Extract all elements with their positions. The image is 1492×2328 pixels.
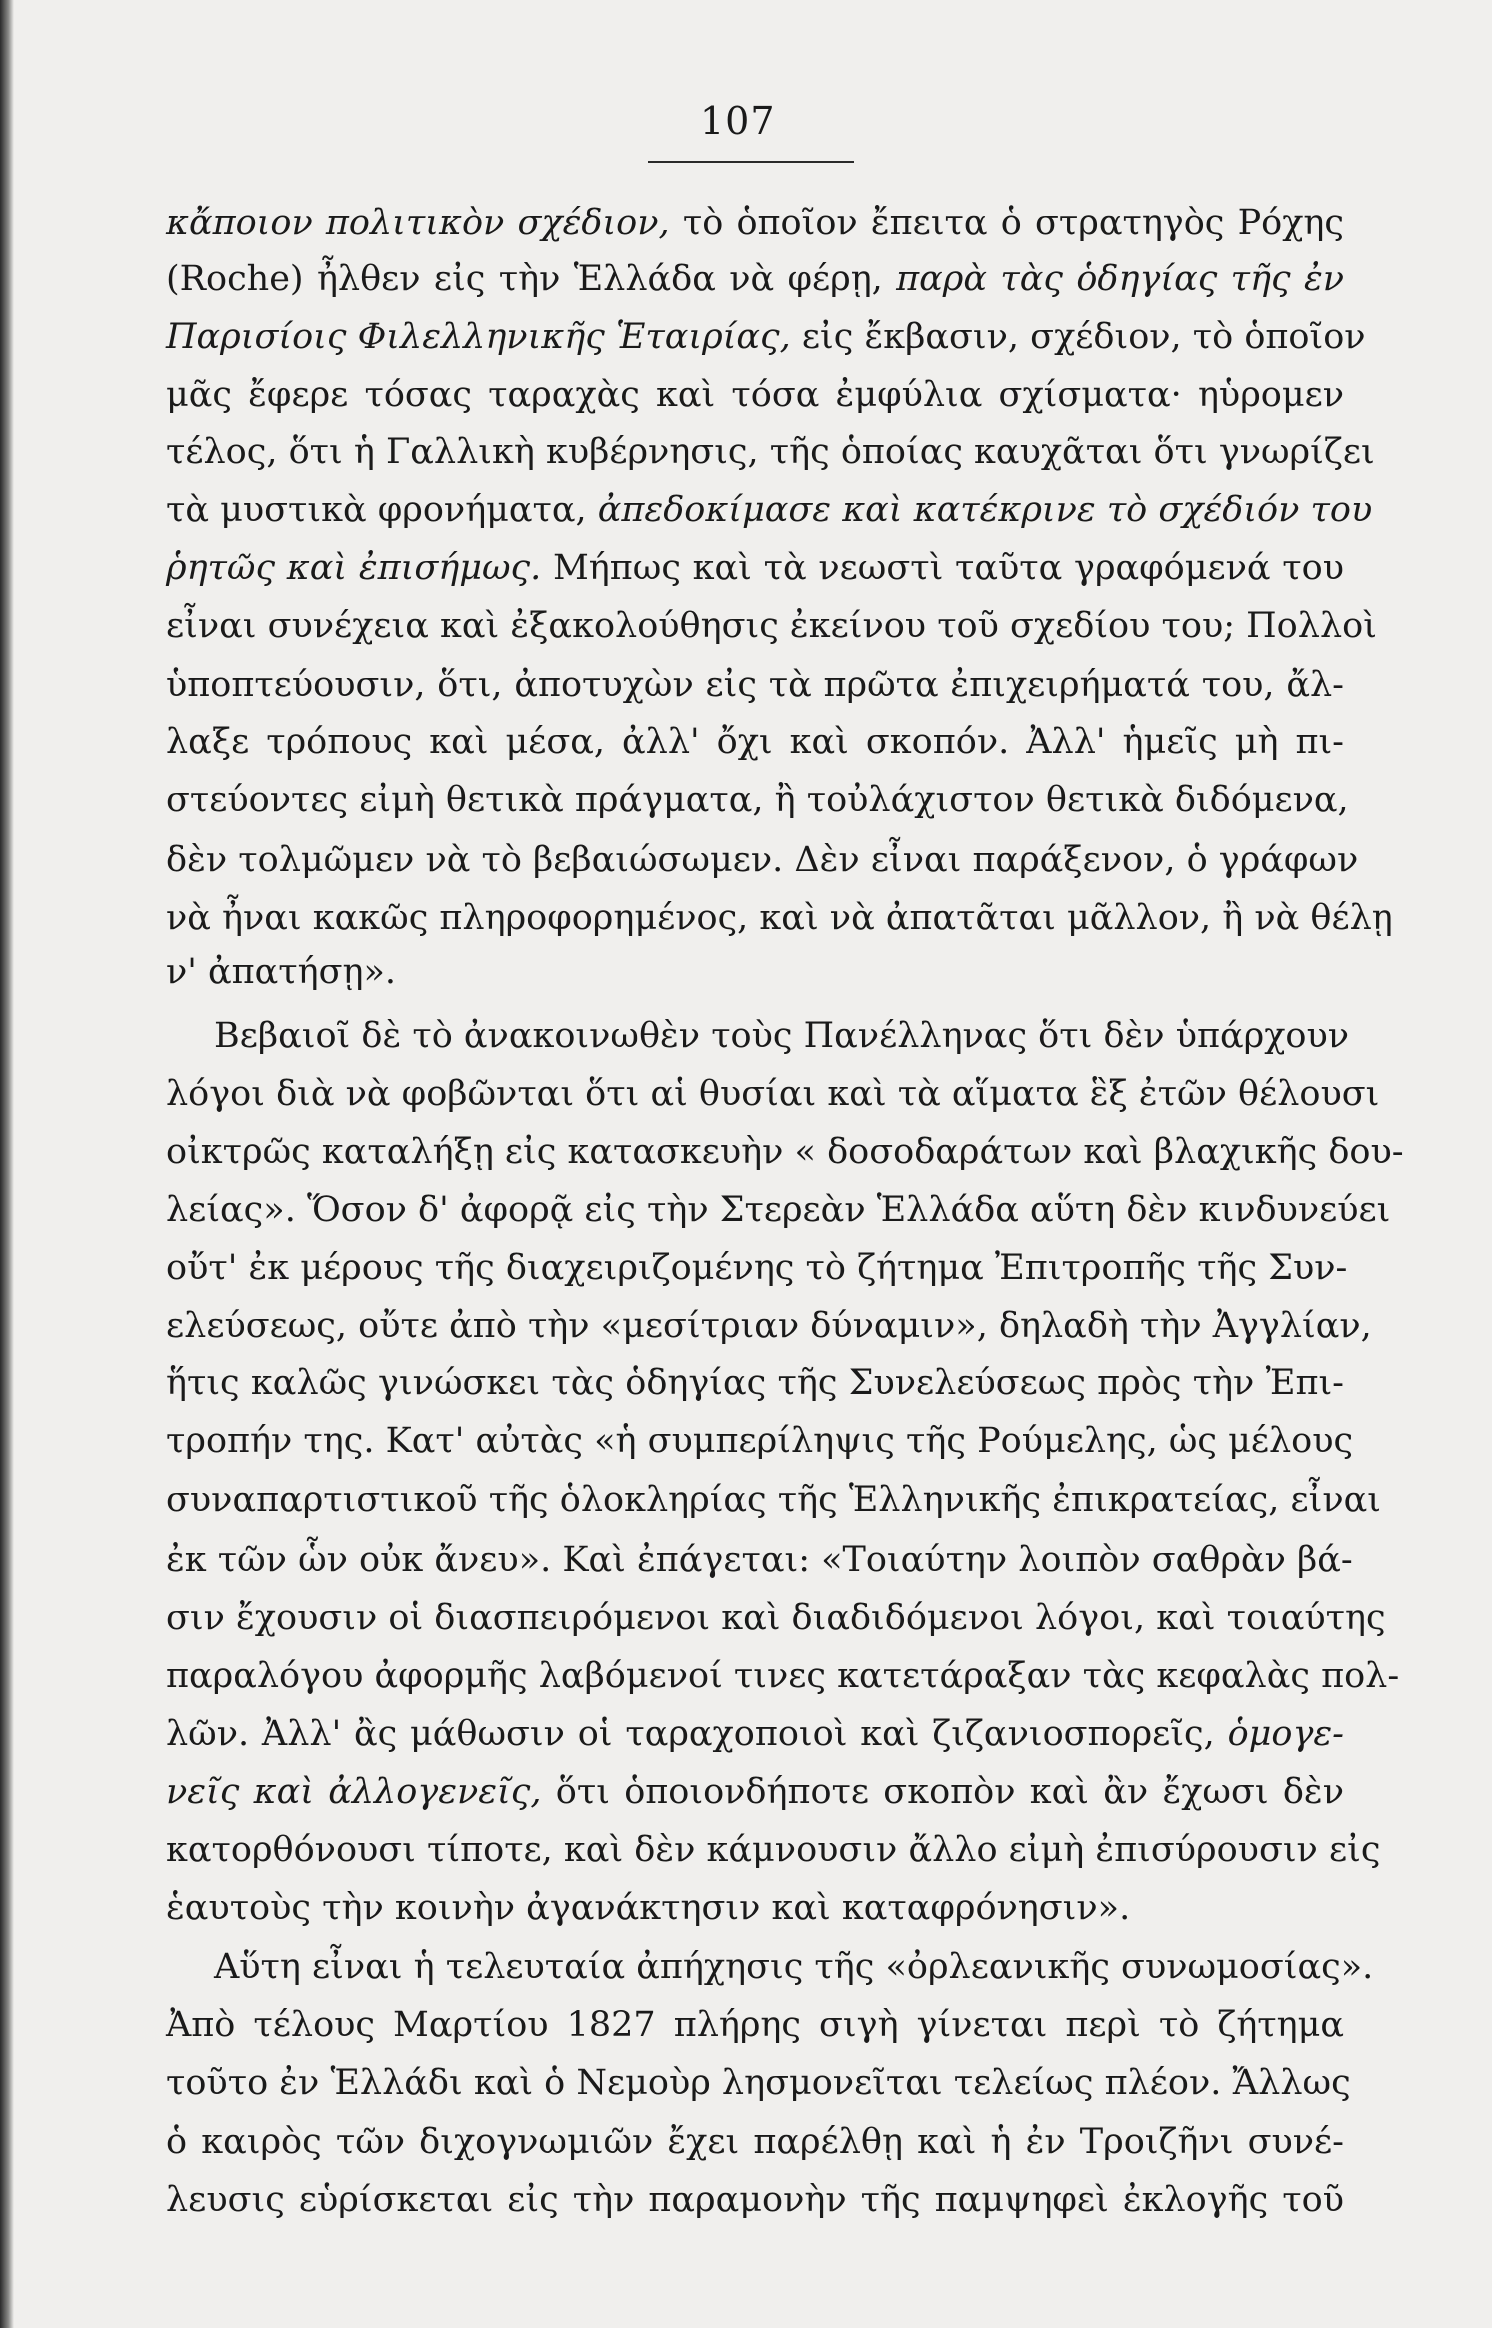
text-line	[166, 1880, 1344, 1936]
text-segment: τροπήν της. Κατ' αὐτὰς «ἡ συμπερίληψις τῆς Ρούμελης, ὡς μέλους	[166, 1421, 1354, 1461]
text-line	[166, 890, 1393, 946]
page-number-rule	[648, 161, 854, 163]
italic-text-segment: κἄποιον πολιτικὸν σχέδιον,	[166, 203, 670, 243]
text-segment: νὰ ἦναι κακῶς πληροφορημένος, καὶ νὰ ἀπατᾶται μᾶλλον, ἢ νὰ θέλῃ	[166, 898, 1393, 938]
text-segment: λῶν. Ἀλλ' ἂς μάθωσιν οἱ ταραχοποιοὶ καὶ ζιζανιοσπορεῖς,	[166, 1714, 1228, 1754]
text-line	[166, 772, 1349, 828]
text-segment: δὲν τολμῶμεν νὰ τὸ βεβαιώσωμεν. Δὲν εἶναι παράξενον, ὁ γράφων	[166, 840, 1359, 880]
text-line	[166, 367, 1344, 423]
text-segment: ὅτι ὁποιονδήποτε σκοπὸν καὶ ἂν ἔχωσι δὲν	[541, 1772, 1344, 1812]
text-segment: ἥτις καλῶς γινώσκει τὰς ὁδηγίας τῆς Συνελεύσεως πρὸς τὴν Ἐπι-	[166, 1363, 1344, 1403]
text-line	[166, 1764, 1344, 1820]
text-segment: συναπαρτιστικοῦ τῆς ὁλοκληρίας τῆς Ἑλληνικῆς ἐπικρατείας, εἶναι	[166, 1480, 1381, 1520]
text-line	[166, 1706, 1344, 1762]
text-segment: μᾶς ἔφερε τόσας ταραχὰς καὶ τόσα ἐμφύλια σχίσματα· ηὑρομεν	[166, 375, 1344, 415]
text-line	[166, 832, 1359, 888]
italic-text-segment: ὁμογε-	[1227, 1714, 1344, 1754]
text-line	[166, 944, 1344, 1000]
text-segment: Μήπως καὶ τὰ νεωστὶ ταῦτα γραφόμενά του	[541, 548, 1344, 588]
italic-text-segment: ῥητῶς καὶ ἐπισήμως.	[166, 548, 542, 588]
text-segment: Αὕτη εἶναι ἡ τελευταία ἀπήχησις τῆς «ὀρλεανικῆς συνωμοσίας».	[214, 1947, 1374, 1987]
text-segment: τοῦτο ἐν Ἑλλάδι καὶ ὁ Νεμοὺρ λησμονεῖται τελείως πλέον. Ἄλλως	[166, 2063, 1351, 2103]
text-line	[166, 540, 1344, 596]
text-line	[166, 714, 1344, 770]
text-line	[166, 2172, 1344, 2228]
text-segment: παραλόγου ἀφορμῆς λαβόμενοί τινες κατετάραξαν τὰς κεφαλὰς πολ-	[166, 1656, 1400, 1696]
text-line	[166, 1532, 1353, 1588]
text-line	[166, 195, 1344, 251]
text-segment: λευσις εὑρίσκεται εἰς τὴν παραμονὴν τῆς παμψηφεὶ ἐκλογῆς τοῦ	[166, 2180, 1344, 2220]
text-segment: (Roche) ἦλθεν εἰς τὴν Ἑλλάδα νὰ φέρῃ,	[166, 259, 897, 299]
text-segment: εἰς ἔκβασιν, σχέδιον, τὸ ὁποῖον	[790, 317, 1366, 357]
text-segment: τὰ μυστικὰ φρονήματα,	[166, 490, 598, 530]
italic-text-segment: παρὰ τὰς ὁδηγίας τῆς ἐν	[896, 259, 1345, 299]
text-segment: λαξε τρόπους καὶ μέσα, ἀλλ' ὄχι καὶ σκοπόν. Ἀλλ' ἡμεῖς μὴ πι-	[166, 722, 1344, 762]
text-segment: λόγοι διὰ νὰ φοβῶνται ὅτι αἱ θυσίαι καὶ τὰ αἵματα ἓξ ἐτῶν θέλουσι	[166, 1074, 1380, 1114]
text-segment: τὸ ὁποῖον ἔπειτα ὁ στρατηγὸς Ρόχης	[669, 203, 1344, 243]
text-line	[166, 598, 1377, 654]
italic-text-segment: νεῖς καὶ ἀλλογενεῖς,	[166, 1772, 542, 1812]
text-segment: λείας». Ὅσον δ' ἀφορᾷ εἰς τὴν Στερεὰν Ἑλλάδα αὕτη δὲν κινδυνεύει	[166, 1190, 1391, 1230]
text-line	[166, 1413, 1354, 1469]
text-line	[166, 251, 1344, 307]
text-line	[166, 1182, 1391, 1238]
text-line	[166, 309, 1366, 365]
text-segment: οἰκτρῶς καταλήξῃ εἰς κατασκευὴν « δοσοδαράτων καὶ βλαχικῆς δου-	[166, 1132, 1404, 1172]
italic-text-segment: ἀπεδοκίμασε καὶ κατέκρινε τὸ σχέδιόν του	[597, 490, 1373, 530]
text-segment: τέλος, ὅτι ἡ Γαλλικὴ κυβέρνησις, τῆς ὁποίας καυχᾶται ὅτι γνωρίζει	[166, 432, 1375, 472]
text-segment: Βεβαιοῖ δὲ τὸ ἀνακοινωθὲν τοὺς Πανέλληνας ὅτι δὲν ὑπάρχουν	[214, 1016, 1350, 1056]
page-number: 107	[700, 99, 776, 143]
text-segment: κατορθόνουσι τίποτε, καὶ δὲν κάμνουσιν ἄλλο εἰμὴ ἐπισύρουσιν εἰς	[166, 1830, 1381, 1870]
text-segment: ὑποπτεύουσιν, ὅτι, ἀποτυχὼν εἰς τὰ πρῶτα ἐπιχειρήματά του, ἄλ-	[166, 665, 1344, 705]
text-line	[166, 1997, 1344, 2053]
text-line	[166, 1355, 1344, 1411]
text-segment: ὁ καιρὸς τῶν διχογνωμιῶν ἔχει παρέλθῃ καὶ ἡ ἐν Τροιζῆνι συνέ-	[166, 2122, 1344, 2162]
italic-text-segment: Παρισίοις Φιλελληνικῆς Ἑταιρίας,	[166, 317, 791, 357]
text-line	[166, 1240, 1348, 1296]
text-segment: σιν ἔχουσιν οἱ διασπειρόμενοι καὶ διαδιδόμενοι λόγοι, καὶ τοιαύτης	[166, 1598, 1386, 1638]
text-segment: ελεύσεως, οὔτε ἀπὸ τὴν «μεσίτριαν δύναμιν», δηλαδὴ τὴν Ἀγγλίαν,	[166, 1306, 1372, 1346]
text-line	[166, 2055, 1351, 2111]
text-line	[166, 1298, 1372, 1354]
text-line	[166, 1822, 1381, 1878]
text-line	[166, 424, 1375, 480]
text-segment: εἶναι συνέχεια καὶ ἐξακολούθησις ἐκείνου τοῦ σχεδίου του; Πολλοὶ	[166, 606, 1377, 646]
text-line	[166, 482, 1373, 538]
text-line	[166, 1124, 1404, 1180]
text-line	[166, 1066, 1380, 1122]
text-line	[166, 1648, 1400, 1704]
text-line	[166, 1472, 1381, 1528]
text-segment: ν' ἀπατήσῃ».	[166, 952, 397, 992]
text-segment: ἑαυτοὺς τὴν κοινὴν ἀγανάκτησιν καὶ καταφρόνησιν».	[166, 1888, 1131, 1928]
text-segment: Ἀπὸ τέλους Μαρτίου 1827 πλήρης σιγὴ γίνεται περὶ τὸ ζήτημα	[166, 2005, 1344, 2045]
text-segment: ἐκ τῶν ὧν οὐκ ἄνευ». Καὶ ἐπάγεται: «Τοιαύτην λοιπὸν σαθρὰν βά-	[166, 1540, 1353, 1580]
text-line	[166, 657, 1344, 713]
text-segment: οὔτ' ἐκ μέρους τῆς διαχειριζομένης τὸ ζήτημα Ἐπιτροπῆς τῆς Συν-	[166, 1248, 1348, 1288]
text-line	[166, 1590, 1386, 1646]
text-line	[214, 1008, 1350, 1064]
text-segment: στεύοντες εἰμὴ θετικὰ πράγματα, ἢ τοὐλάχιστον θετικὰ διδόμενα,	[166, 780, 1349, 820]
text-line	[214, 1939, 1374, 1995]
text-line	[166, 2114, 1344, 2170]
